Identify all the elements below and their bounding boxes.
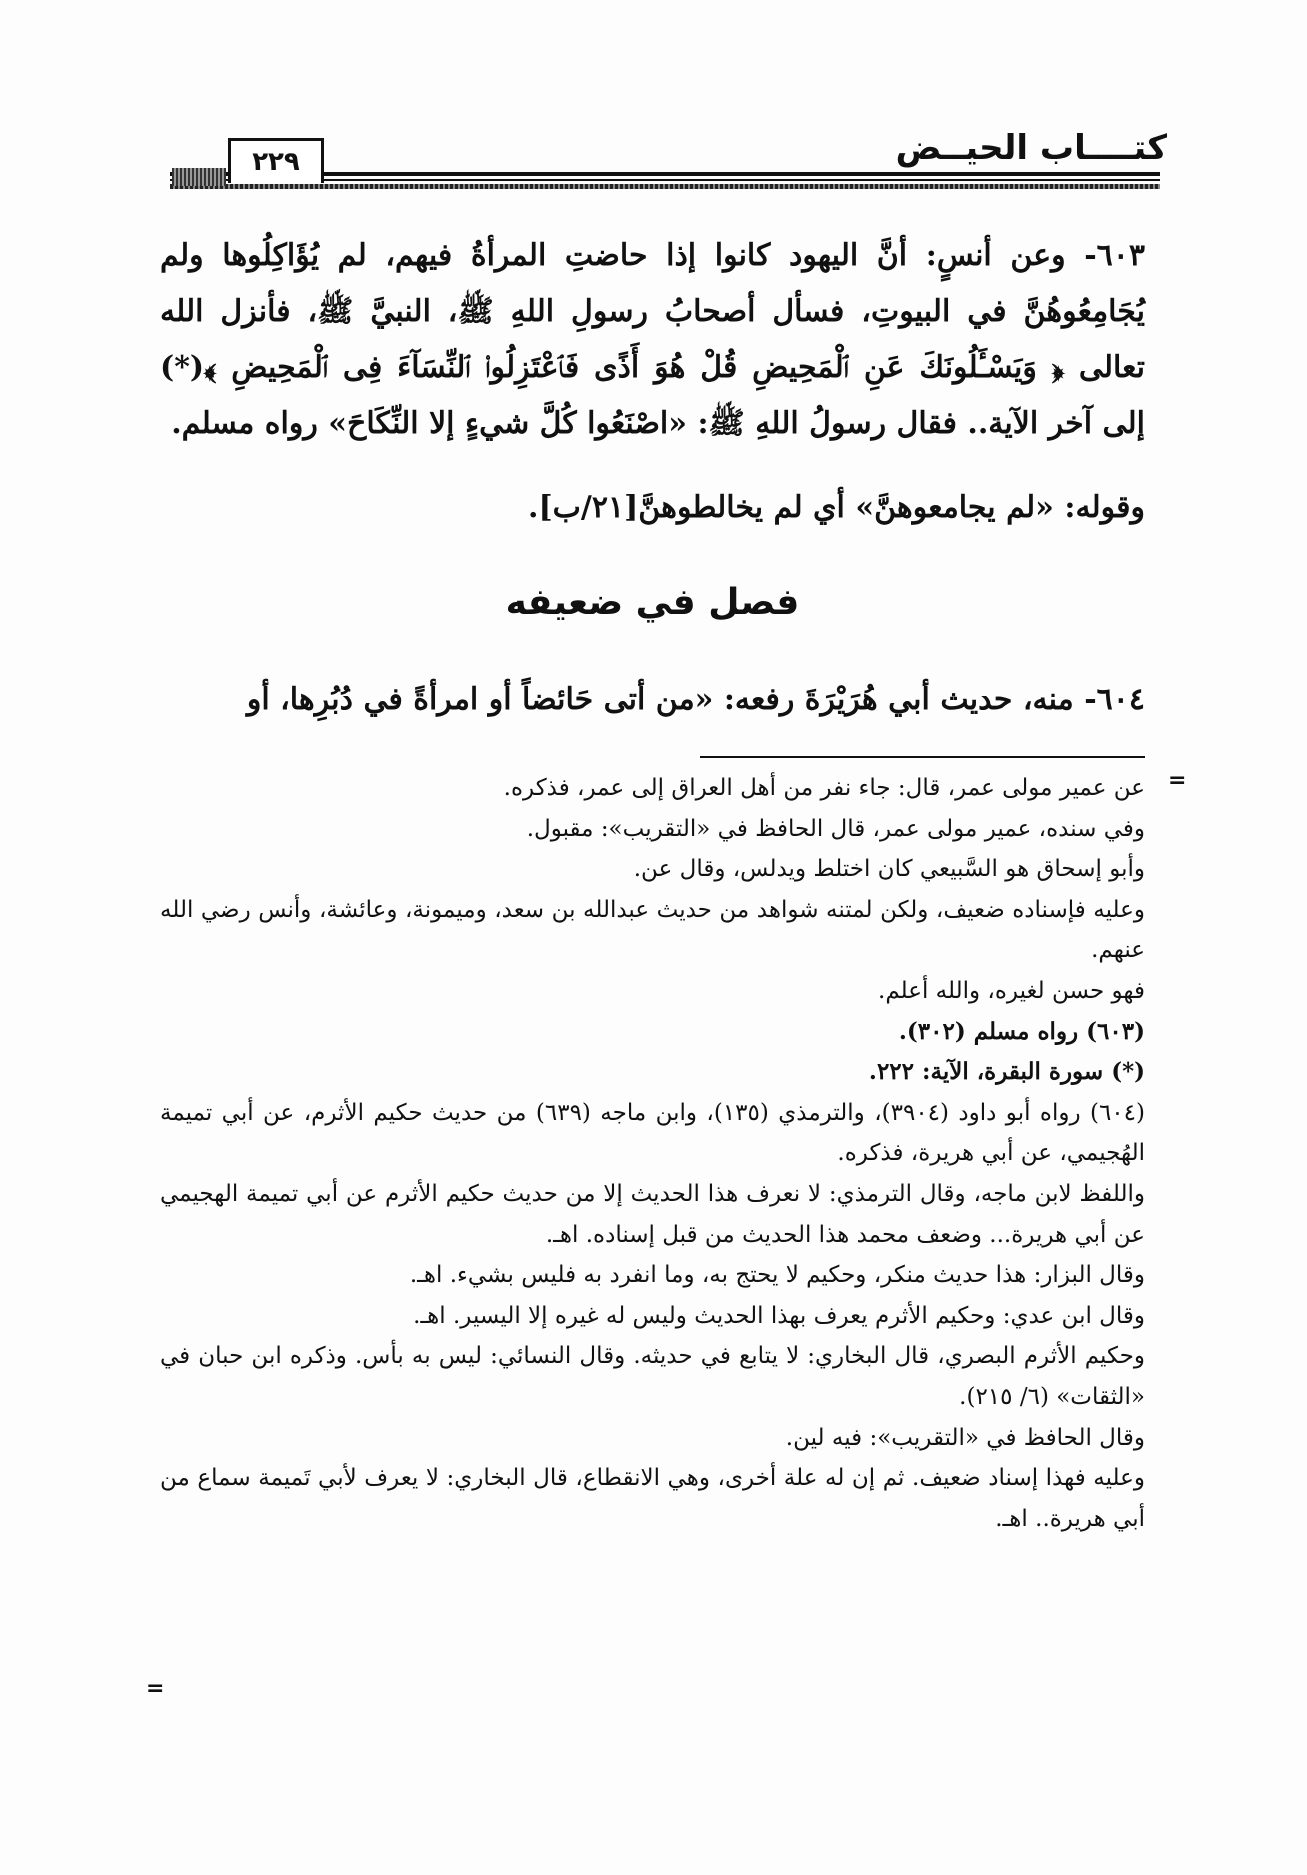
footnote-line: واللفظ لابن ماجه، وقال الترمذي: لا نعرف هذا الحديث إلا من حديث حكيم الأثرم عن أبي تميمة الهجيمي عن أبي هريرة... وضعف محمد هذا الحديث من قبل إسناده. اهـ. xyxy=(160,1180,1145,1248)
footnote-line: فهو حسن لغيره، والله أعلم. xyxy=(878,977,1145,1004)
header-rule-hatched xyxy=(170,184,1160,189)
hadith-604 xyxy=(160,672,1145,728)
continuation-mark-bottom: = xyxy=(146,1676,165,1701)
footnote-line: وعليه فهذا إسناد ضعيف. ثم إن له علة أخرى، وهي الانقطاع، قال البخاري: لا يعرف لأبي تَميمة سماع من أبي هريرة.. اهـ. xyxy=(160,1465,1145,1532)
hadith-604-text: ٦٠٤- منه، حديث أبي هُرَيْرَةَ رفعه: «من أتى حَائضاً أو امرأةً في دُبُرِها، أو xyxy=(246,682,1145,717)
hadith-603-text: ٦٠٣- وعن أنسٍ: أنَّ اليهود كانوا إذا حاضتِ المرأةُ فيهم، لم يُؤَاكِلُوها ولم يُجَامِعُوهُنَّ في البيوتِ، فسأل أصحابُ رسولِ اللهِ ﷺ، النبيَّ ﷺ، فأنزل الله تعالى ﴿ وَيَسْـَٔلُونَكَ عَنِ ٱلْمَحِيضِ قُلْ هُوَ أَذًى فَٱعْتَزِلُوا۟ ٱلنِّسَآءَ فِى ٱلْمَحِيضِ ﴾(*) إلى آخر الآية.. فقال رسولُ اللهِ ﷺ: «اصْنَعُوا كُلَّ شيءٍ إلا النِّكَاحَ» رواه مسلم. xyxy=(160,238,1145,441)
continuation-mark-top: = xyxy=(1168,768,1187,793)
footnote-line: وفي سنده، عمير مولى عمر، قال الحافظ في «التقريب»: مقبول. xyxy=(526,815,1145,842)
footnote-line: عن عمير مولى عمر، قال: جاء نفر من أهل العراق إلى عمر، فذكره. xyxy=(503,775,1145,801)
footnote-separator xyxy=(700,756,1145,758)
section-heading: فصل في ضعيفه xyxy=(505,582,800,623)
hadith-603 xyxy=(160,228,1145,452)
footnotes xyxy=(160,768,1145,1539)
header-ornament xyxy=(172,168,226,186)
footnote-line: وعليه فإسناده ضعيف، ولكن لمتنه شواهد من حديث عبدالله بن سعد، وميمونة، وعائشة، وأنس رضي الله عنهم. xyxy=(160,896,1145,964)
footnote-line: وأبو إسحاق هو السَّبيعي كان اختلط ويدلس، وقال عن. xyxy=(633,856,1145,883)
footnote-ref-604: (٦٠٤) رواه أبو داود (٣٩٠٤)، والترمذي (١٣٥)، وابن ماجه (٦٣٩) من حديث حكيم الأثرم، عن أبي تميمة الهُجيمي، عن أبي هريرة، فذكره. xyxy=(160,1099,1145,1167)
page-number: ٢٢٩ xyxy=(228,138,324,183)
hadith-603-note xyxy=(160,482,1145,534)
footnote-line: وقال ابن عدي: وحكيم الأثرم يعرف بهذا الحديث وليس له غيره إلا اليسير. اهـ. xyxy=(413,1302,1145,1329)
hadith-603-note-text: وقوله: «لم يجامعوهنَّ» أي لم يخالطوهنَّ[٢١/ب]. xyxy=(528,490,1145,525)
running-title: كتــــاب الحيــض xyxy=(895,128,1167,168)
footnote-ref-star: (*) سورة البقرة، الآية: ٢٢٢. xyxy=(868,1058,1145,1086)
footnote-line: وقال الحافظ في «التقريب»: فيه لين. xyxy=(785,1424,1145,1451)
footnote-ref-603: (٦٠٣) رواه مسلم (٣٠٢). xyxy=(898,1017,1145,1045)
footnote-line: وقال البزار: هذا حديث منكر، وحكيم لا يحتج به، وما انفرد به فليس بشيء. اهـ. xyxy=(409,1262,1145,1289)
footnote-line: وحكيم الأثرم البصري، قال البخاري: لا يتابع في حديثه. وقال النسائي: ليس به بأس. وذكره ابن حبان في «الثقات» (٦/ ٢١٥). xyxy=(160,1343,1145,1410)
